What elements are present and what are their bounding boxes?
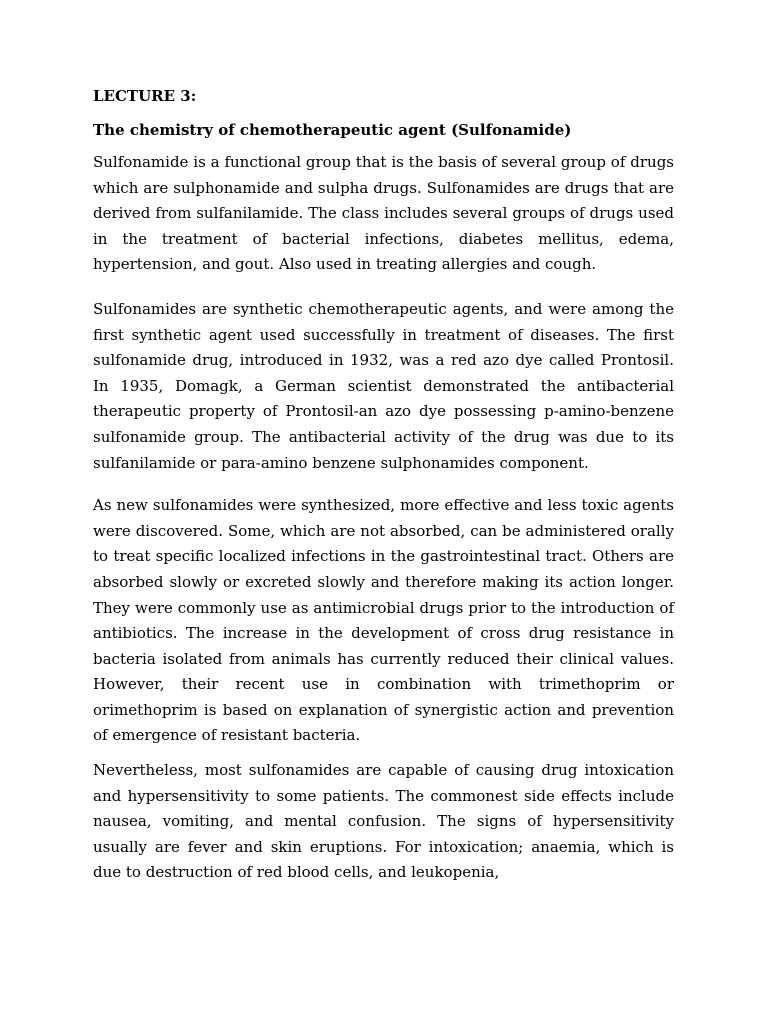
- paragraph-1: Sulfonamide is a functional group that is the basis of several group of drugs which are sulphonamide and sulpha drugs. Sulfonamides are drugs that are derived from sulfanilamide. The class includes several groups of drugs used in the treatment of bacterial infections, diabetes mellitus, edema, hypertension, and gout. Also used in treating allergies and cough.: [93, 153, 674, 274]
- paragraph-2: Sulfonamides are synthetic chemotherapeutic agents, and were among the first synthetic agent used successfully in treatment of diseases. The first sulfonamide drug, introduced in 1932, was a red azo dye called Prontosil. In 1935, Domagk, a German scientist demonstrated the antibacterial therapeutic property of Prontosil-an azo dye possessing p-amino-benzene sulfonamide group. The antibacterial activity of the drug was due to its sulfanilamide or para-amino benzene sulphonamides component.: [93, 299, 674, 472]
- paragraph-4: Nevertheless, most sulfonamides are capable of causing drug intoxication and hypersensitivity to some patients. The commonest side effects include nausea, vomiting, and mental confusion. The signs of hypersensitivity usually are fever and skin eruptions. For intoxication; anaemia, which is due to destruction of red blood cells, and leukopenia,: [93, 761, 674, 882]
- document-page: [93, 86, 674, 886]
- paragraph-3: As new sulfonamides were synthesized, more effective and less toxic agents were discovered. Some, which are not absorbed, can be administered orally to treat specific localized infections in the gastrointestinal tract. Others are absorbed slowly or excreted slowly and therefore making its action longer. They were commonly use as antimicrobial drugs prior to the introduction of antibiotics. The increase in the development of cross drug resistance in bacteria isolated from animals has currently reduced their clinical values. However, their recent use in combination with trimethoprim or orimethoprim is based on explanation of synergistic action and prevention of emergence of resistant bacteria.: [93, 496, 674, 745]
- lecture-label: LECTURE 3:: [93, 87, 197, 105]
- document-title: The chemistry of chemotherapeutic agent (Sulfonamide): [93, 121, 572, 139]
